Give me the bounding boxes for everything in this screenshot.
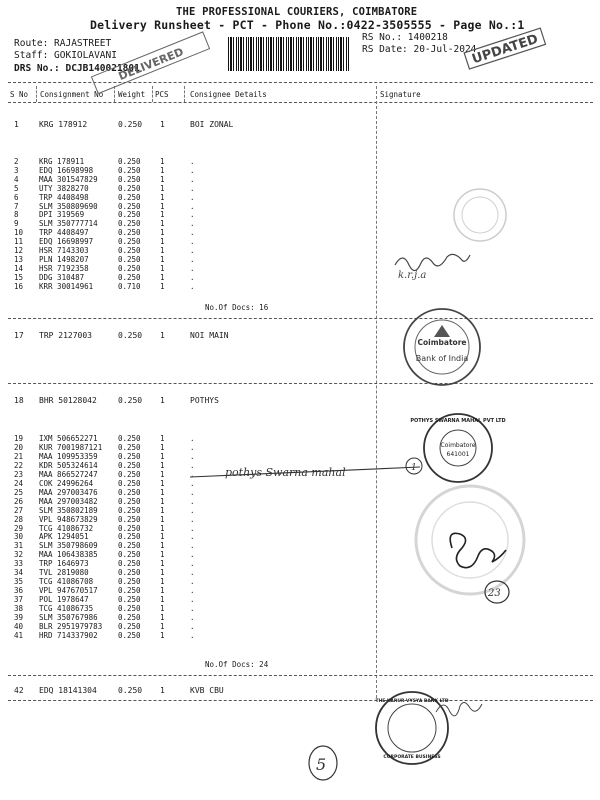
weight: 0.250 [118, 496, 141, 506]
weight: 0.250 [118, 478, 141, 488]
pcs: 1 [160, 165, 165, 175]
table-row [0, 264, 600, 273]
pcs: 1 [160, 559, 165, 569]
pcs: 1 [160, 686, 165, 695]
vrule [36, 86, 37, 102]
weight: 0.250 [118, 586, 141, 596]
table-row [0, 282, 600, 291]
consignee: . [190, 460, 195, 470]
table-row [0, 568, 600, 577]
pcs: 1 [160, 120, 165, 129]
table-row [0, 497, 600, 506]
table-row [0, 461, 600, 470]
weight: 0.250 [118, 237, 141, 247]
consignee: . [190, 505, 195, 515]
table-row [0, 550, 600, 559]
runsheet-title: Delivery Runsheet - PCT - Phone No.:0422-3505555 - Page No.:1 [90, 18, 525, 32]
consignee: . [190, 523, 195, 533]
table-row [0, 396, 600, 405]
sno: 11 [14, 237, 24, 247]
consignee: . [190, 496, 195, 506]
weight: 0.250 [118, 165, 141, 175]
sno: 20 [14, 442, 24, 452]
table-row [0, 228, 600, 237]
consignee: . [190, 246, 195, 255]
kvb-stamp-branch: CORPORATE BUSINESS [383, 755, 441, 760]
table-row [0, 452, 600, 461]
pcs: 1 [160, 613, 165, 622]
table-row [0, 202, 600, 211]
sno: 1 [14, 120, 19, 129]
consignment-no: VPL 947670517 [39, 586, 98, 596]
pcs: 1 [160, 174, 165, 184]
sno: 15 [14, 272, 24, 282]
weight: 0.250 [118, 331, 143, 340]
sno: 25 [14, 487, 24, 497]
col-details: Consignee Details [190, 90, 267, 99]
consignee: . [190, 568, 195, 578]
consignee: . [190, 541, 195, 551]
pothys-stamp-pin: 641001 [446, 451, 470, 458]
consignment-no: TRP 4408497 [39, 228, 89, 238]
consignment-no: MAA 106438385 [39, 550, 98, 560]
pcs: 1 [160, 442, 165, 452]
consignment-no: BLR 2951979783 [39, 621, 103, 631]
consignment-no: TCG 41086708 [39, 577, 94, 587]
consignment-no: MAA 297003476 [39, 487, 98, 497]
weight: 0.250 [118, 451, 141, 461]
col-sno: S No [10, 90, 29, 99]
consignee: . [190, 183, 195, 193]
consignee: . [190, 487, 195, 497]
sno: 28 [14, 514, 24, 524]
consignee: . [190, 478, 195, 488]
weight: 0.250 [118, 396, 143, 405]
consignment-no: MAA 109953359 [39, 451, 98, 461]
consignment-no: EDQ 16698997 [39, 237, 94, 247]
hand-page5: 5 [316, 755, 327, 774]
consignee: . [190, 237, 195, 247]
consignment-no: UTY 3828270 [39, 183, 89, 193]
table-row [0, 515, 600, 524]
table-row [0, 686, 600, 695]
table-row [0, 246, 600, 255]
consignment-no: SLM 350798609 [39, 541, 98, 551]
consignee: . [190, 621, 195, 631]
consignee: . [190, 595, 195, 605]
pcs: 1 [160, 478, 165, 488]
weight: 0.250 [118, 246, 141, 255]
consignee: . [190, 272, 195, 282]
pothys-stamp-city: Coimbatore [440, 442, 476, 449]
sno: 17 [14, 331, 24, 340]
pcs: 1 [160, 396, 165, 405]
rs-number: RS No.: 1400218 [362, 32, 448, 43]
pcs: 1 [160, 532, 165, 542]
consignment-no: HRD 714337902 [39, 630, 98, 640]
sno: 5 [14, 183, 19, 193]
group-divider [8, 383, 593, 384]
bank-of-india-stamp [404, 309, 480, 385]
column-divider [8, 102, 593, 103]
sno: 24 [14, 478, 24, 488]
consignment-no: DPI 319569 [39, 210, 85, 220]
pcs: 1 [160, 496, 165, 506]
weight: 0.250 [118, 550, 141, 560]
consignee: POTHYS [190, 396, 219, 405]
table-row [0, 586, 600, 595]
delivered-stamp-text: DELIVERED [116, 45, 186, 84]
sno: 7 [14, 201, 19, 211]
consignee: . [190, 630, 195, 640]
col-consignment: Consignment No [40, 90, 104, 99]
hand-sig1: k.r.j.a [398, 270, 427, 281]
consignment-no: COK 24996264 [39, 478, 94, 488]
pcs: 1 [160, 219, 165, 229]
pcs: 1 [160, 272, 165, 282]
weight: 0.250 [118, 541, 141, 551]
weight: 0.250 [118, 228, 141, 238]
sno: 34 [14, 568, 24, 578]
weight: 0.250 [118, 174, 141, 184]
sno: 23 [14, 469, 24, 479]
sno: 27 [14, 505, 24, 515]
rs-date: RS Date: 20-Jul-2024 [362, 44, 477, 55]
kvb-stamp [375, 692, 448, 764]
weight: 0.250 [118, 120, 143, 129]
table-row [0, 541, 600, 550]
group-divider [8, 318, 593, 319]
consignment-no: HSR 7143303 [39, 246, 89, 255]
group-divider [8, 675, 593, 676]
pcs: 1 [160, 263, 165, 273]
hand-circle1: 1 [411, 463, 417, 473]
table-row [0, 193, 600, 202]
pcs: 1 [160, 157, 165, 166]
consignment-no: TCG 41086732 [39, 523, 94, 533]
consignment-no: EDQ 16698998 [39, 165, 94, 175]
consignment-no: KRG 178911 [39, 157, 85, 166]
drs-number: DRS No.: DCJB140021801 [14, 63, 140, 74]
col-weight: Weight [118, 90, 146, 99]
sno: 35 [14, 577, 24, 587]
consignee: . [190, 157, 195, 166]
sno: 6 [14, 192, 19, 202]
vrule [184, 86, 185, 102]
weight: 0.250 [118, 263, 141, 273]
table-row [0, 479, 600, 488]
consignee: . [190, 532, 195, 542]
sno: 22 [14, 460, 24, 470]
table-row [0, 470, 600, 479]
weight: 0.250 [118, 201, 141, 211]
consignee: . [190, 210, 195, 220]
consignment-no: IXM 506652271 [39, 434, 98, 443]
sno: 40 [14, 621, 24, 631]
consignment-no: SLM 350802189 [39, 505, 98, 515]
table-row [0, 184, 600, 193]
pcs: 1 [160, 201, 165, 211]
consignee: BOI ZONAL [190, 120, 234, 129]
consignee: . [190, 442, 195, 452]
table-row [0, 255, 600, 264]
weight: 0.250 [118, 559, 141, 569]
boi-city: Coimbatore [417, 338, 467, 347]
sno: 37 [14, 595, 24, 605]
pcs: 1 [160, 183, 165, 193]
col-pcs: PCS [155, 90, 169, 99]
consignee: . [190, 263, 195, 273]
sno: 30 [14, 532, 24, 542]
table-row [0, 175, 600, 184]
page-circle [309, 746, 337, 780]
weight: 0.250 [118, 621, 141, 631]
sno: 42 [14, 686, 24, 695]
pcs: 1 [160, 487, 165, 497]
pcs: 1 [160, 451, 165, 461]
pcs: 1 [160, 469, 165, 479]
consignee: . [190, 434, 195, 443]
sno: 36 [14, 586, 24, 596]
consignee: . [190, 174, 195, 184]
table-row [0, 604, 600, 613]
weight: 0.250 [118, 183, 141, 193]
pcs: 1 [160, 281, 165, 291]
pcs: 1 [160, 460, 165, 470]
weight: 0.710 [118, 281, 141, 291]
consignee: . [190, 228, 195, 238]
pcs: 1 [160, 210, 165, 220]
weight: 0.250 [118, 532, 141, 542]
weight: 0.250 [118, 442, 141, 452]
pcs: 1 [160, 254, 165, 264]
consignment-no: SLM 350777714 [39, 219, 98, 229]
weight: 0.250 [118, 192, 141, 202]
consignment-no: POL 1978647 [39, 595, 89, 605]
consignment-no: KUR 7001987121 [39, 442, 103, 452]
pcs: 1 [160, 604, 165, 614]
pcs: 1 [160, 595, 165, 605]
consignment-no: SLM 350809690 [39, 201, 98, 211]
pcs: 1 [160, 523, 165, 533]
consignee: . [190, 201, 195, 211]
sno: 38 [14, 604, 24, 614]
hand-count23: 23 [488, 588, 501, 599]
sno: 12 [14, 246, 24, 255]
consignment-no: TCG 41086735 [39, 604, 94, 614]
table-row [0, 434, 600, 443]
sno: 33 [14, 559, 24, 569]
pcs: 1 [160, 331, 165, 340]
consignee: . [190, 219, 195, 229]
weight: 0.250 [118, 434, 141, 443]
consignee: . [190, 550, 195, 560]
table-row [0, 237, 600, 246]
pcs: 1 [160, 586, 165, 596]
table-row [0, 631, 600, 640]
sno: 31 [14, 541, 24, 551]
table-row [0, 166, 600, 175]
consignee: . [190, 604, 195, 614]
table-row [0, 577, 600, 586]
consignment-no: TVL 2819080 [39, 568, 89, 578]
sno: 41 [14, 630, 24, 640]
sno: 29 [14, 523, 24, 533]
weight: 0.250 [118, 272, 141, 282]
staff-label: Staff: GOKIOLAVANI [14, 50, 117, 61]
sno: 10 [14, 228, 24, 238]
table-row [0, 488, 600, 497]
weight: 0.250 [118, 686, 143, 695]
consignment-no: KDR 505324614 [39, 460, 98, 470]
route-label: Route: RAJASTREET [14, 38, 112, 49]
pcs: 1 [160, 505, 165, 515]
kvb-stamp-name: THE KARUR VYSYA BANK LTD [375, 699, 449, 704]
consignment-no: KRG 178912 [39, 120, 88, 129]
consignment-no: DDG 310487 [39, 272, 85, 282]
table-row [0, 559, 600, 568]
pcs: 1 [160, 246, 165, 255]
weight: 0.250 [118, 523, 141, 533]
consignee: KVB CBU [190, 686, 224, 695]
consignment-no: TRP 2127003 [39, 331, 92, 340]
consignment-no: MAA 301547829 [39, 174, 98, 184]
sno: 19 [14, 434, 24, 443]
table-row [0, 331, 600, 340]
consignment-no: MAA 866527247 [39, 469, 98, 479]
sno: 2 [14, 157, 19, 166]
weight: 0.250 [118, 514, 141, 524]
table-row [0, 273, 600, 282]
weight: 0.250 [118, 460, 141, 470]
signature-scribble-3 [436, 702, 482, 715]
pcs: 1 [160, 541, 165, 551]
pcs: 1 [160, 550, 165, 560]
weight: 0.250 [118, 219, 141, 229]
docs-count: No.Of Docs: 16 [205, 303, 269, 312]
group-divider [8, 700, 593, 701]
pcs: 1 [160, 434, 165, 443]
sno: 8 [14, 210, 19, 220]
consignment-no: KRR 30014961 [39, 281, 94, 291]
docs-count: No.Of Docs: 24 [205, 660, 269, 669]
barcode [228, 37, 350, 71]
consignment-no: APK 1294051 [39, 532, 89, 542]
sno: 9 [14, 219, 19, 229]
table-row [0, 613, 600, 622]
consignment-no: TRP 4408498 [39, 192, 89, 202]
consignment-no: SLM 350767986 [39, 613, 98, 622]
sno: 39 [14, 613, 24, 622]
consignee: . [190, 281, 195, 291]
weight: 0.250 [118, 210, 141, 220]
table-row [0, 443, 600, 452]
pcs: 1 [160, 228, 165, 238]
weight: 0.250 [118, 505, 141, 515]
pcs: 1 [160, 568, 165, 578]
consignee: . [190, 192, 195, 202]
consignment-no: VPL 948673829 [39, 514, 98, 524]
consignment-no: PLN 1498207 [39, 254, 89, 264]
sno: 14 [14, 263, 24, 273]
weight: 0.250 [118, 487, 141, 497]
sno: 4 [14, 174, 19, 184]
consignee: NOI MAIN [190, 331, 229, 340]
table-row [0, 210, 600, 219]
table-row [0, 506, 600, 515]
consignee: . [190, 165, 195, 175]
weight: 0.250 [118, 254, 141, 264]
sno: 16 [14, 281, 24, 291]
sno: 26 [14, 496, 24, 506]
pcs: 1 [160, 514, 165, 524]
table-row [0, 120, 600, 129]
table-row [0, 622, 600, 631]
pothys-stamp-name: POTHYS SWARNA MAHAL PVT LTD [410, 418, 506, 424]
consignee: . [190, 559, 195, 569]
weight: 0.250 [118, 568, 141, 578]
consignee: . [190, 469, 195, 479]
consignee: . [190, 613, 195, 622]
weight: 0.250 [118, 469, 141, 479]
pcs: 1 [160, 577, 165, 587]
sno: 13 [14, 254, 24, 264]
company-title: THE PROFESSIONAL COURIERS, COIMBATORE [176, 6, 418, 18]
table-row [0, 595, 600, 604]
sno: 21 [14, 451, 24, 461]
consignment-no: EDQ 18141304 [39, 686, 97, 695]
weight: 0.250 [118, 630, 141, 640]
pcs: 1 [160, 237, 165, 247]
table-row [0, 532, 600, 541]
vrule [114, 86, 115, 102]
consignee: . [190, 514, 195, 524]
consignment-no: TRP 1646973 [39, 559, 89, 569]
weight: 0.250 [118, 604, 141, 614]
table-row [0, 157, 600, 166]
consignment-no: MAA 297003482 [39, 496, 98, 506]
table-row [0, 524, 600, 533]
sno: 32 [14, 550, 24, 560]
weight: 0.250 [118, 613, 141, 622]
table-row [0, 219, 600, 228]
updated-stamp-text: UPDATED [470, 31, 541, 68]
weight: 0.250 [118, 577, 141, 587]
sno: 3 [14, 165, 19, 175]
consignment-no: HSR 7192358 [39, 263, 89, 273]
vrule [152, 86, 153, 102]
sno: 18 [14, 396, 24, 405]
weight: 0.250 [118, 157, 141, 166]
pcs: 1 [160, 630, 165, 640]
pcs: 1 [160, 621, 165, 631]
pcs: 1 [160, 192, 165, 202]
header-divider [8, 82, 593, 83]
consignee: . [190, 254, 195, 264]
consignee: . [190, 577, 195, 587]
weight: 0.250 [118, 595, 141, 605]
consignment-no: BHR 50128042 [39, 396, 97, 405]
consignee: . [190, 451, 195, 461]
consignee: . [190, 586, 195, 596]
hand-pothys: pothys Swarna mahal [225, 466, 346, 479]
col-signature: Signature [380, 90, 421, 99]
boi-name: Bank of India [415, 354, 469, 363]
